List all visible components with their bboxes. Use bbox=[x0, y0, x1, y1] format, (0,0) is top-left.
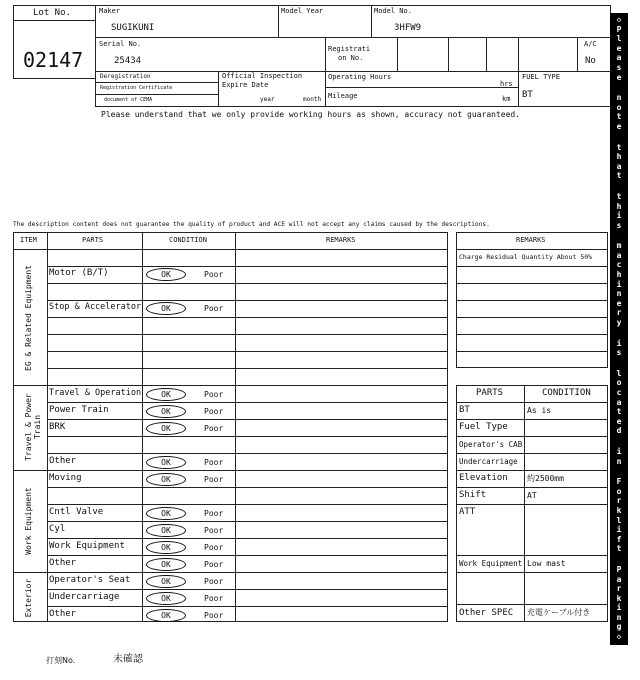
year-label: year bbox=[260, 96, 275, 103]
part-undercarriage: Undercarriage bbox=[49, 592, 120, 602]
ac-label: A/C bbox=[584, 40, 597, 48]
maker-label: Maker bbox=[99, 7, 121, 15]
ok-circle: OK bbox=[146, 507, 186, 520]
poor-label: Poor bbox=[204, 475, 224, 484]
col-condition: CONDITION bbox=[169, 236, 207, 244]
lot-label: Lot No. bbox=[33, 8, 71, 18]
poor-label: Poor bbox=[204, 458, 224, 467]
part-work-equipment: Work Equipment bbox=[49, 541, 125, 551]
maker-value: SUGIKUNI bbox=[111, 23, 155, 33]
spec-condition-header: CONDITION bbox=[542, 388, 591, 398]
lot-number: 02147 bbox=[23, 48, 84, 72]
poor-label: Poor bbox=[204, 543, 224, 552]
ok-circle: OK bbox=[146, 541, 186, 554]
ok-circle: OK bbox=[146, 592, 186, 605]
ok-circle: OK bbox=[146, 473, 186, 486]
ok-circle: OK bbox=[146, 388, 186, 401]
stamp-no-value: 未確認 bbox=[113, 654, 143, 665]
spec-cond: 約2500mm bbox=[527, 474, 564, 483]
part-moving: Moving bbox=[49, 473, 82, 483]
fuel-type-value: BT bbox=[522, 90, 533, 100]
part-cntl-valve: Cntl Valve bbox=[49, 507, 104, 517]
km-label: km bbox=[502, 95, 511, 103]
hrs-label: hrs bbox=[500, 80, 513, 88]
poor-label: Poor bbox=[204, 390, 224, 399]
inspection-label-2: Expire Date bbox=[222, 81, 269, 89]
ok-circle: OK bbox=[146, 268, 186, 281]
remarks-panel-header: REMARKS bbox=[516, 236, 546, 244]
stamp-no-label: 打刻No. bbox=[46, 656, 76, 665]
spec-part: Elevation bbox=[459, 473, 508, 483]
spec-cond: AT bbox=[527, 491, 537, 500]
spec-part: Other SPEC bbox=[459, 608, 514, 618]
registration-label-1: Registrati bbox=[328, 45, 371, 53]
group-work: Work Equipment bbox=[24, 487, 33, 555]
spec-part: Undercarriage bbox=[459, 457, 518, 466]
poor-label: Poor bbox=[204, 407, 224, 416]
part-power-train: Power Train bbox=[49, 405, 109, 415]
serial-label: Serial No. bbox=[99, 40, 142, 48]
spec-part: ATT bbox=[459, 507, 476, 517]
part-brk: BRK bbox=[49, 422, 66, 432]
inspection-table bbox=[13, 232, 448, 622]
month-label: month bbox=[303, 96, 322, 103]
poor-label: Poor bbox=[204, 594, 224, 603]
col-parts: PARTS bbox=[82, 236, 104, 244]
spec-cond: 充電ケーブル付き bbox=[527, 608, 591, 617]
group-travel-2: Train bbox=[33, 414, 42, 440]
location-note-sidebar bbox=[610, 13, 628, 645]
model-year-label: Model Year bbox=[281, 7, 324, 15]
ok-circle: OK bbox=[146, 524, 186, 537]
mileage-label: Mileage bbox=[328, 92, 358, 100]
spec-parts-header: PARTS bbox=[476, 388, 504, 398]
col-remarks: REMARKS bbox=[326, 236, 356, 244]
ok-circle: OK bbox=[146, 558, 186, 571]
fuel-type-label: FUEL TYPE bbox=[522, 73, 560, 81]
model-no-value: 3HFW9 bbox=[394, 23, 422, 33]
remarks-line-1: Charge Residual Quantity About 50% bbox=[459, 253, 593, 261]
serial-value: 25434 bbox=[114, 56, 142, 66]
poor-label: Poor bbox=[204, 424, 224, 433]
ok-circle: OK bbox=[146, 575, 186, 588]
group-exterior: Exterior bbox=[24, 578, 33, 618]
poor-label: Poor bbox=[204, 577, 224, 586]
part-other-2: Other bbox=[49, 558, 77, 568]
spec-part: Operator's CAB bbox=[459, 440, 523, 449]
spec-part: Fuel Type bbox=[459, 422, 508, 432]
dereg-label: Deregistration bbox=[100, 73, 151, 80]
ok-circle: OK bbox=[146, 405, 186, 418]
part-motor: Motor (B/T) bbox=[49, 268, 109, 278]
group-eg: EG & Related Equipment bbox=[24, 265, 33, 371]
working-hours-note: Please understand that we only provide working hours as shown, accuracy not guaranteed. bbox=[101, 110, 521, 119]
spec-part: Shift bbox=[459, 490, 487, 500]
spec-part: BT bbox=[459, 405, 470, 415]
operating-hours-label: Operating Hours bbox=[328, 73, 392, 81]
disclaimer: The description content does not guarantee the quality of product and ACE will not accept any claims caused by the descriptions. bbox=[13, 221, 490, 228]
poor-label: Poor bbox=[204, 560, 224, 569]
ok-circle: OK bbox=[146, 422, 186, 435]
part-operators-seat: Operator's Seat bbox=[49, 575, 131, 585]
part-other-3: Other bbox=[49, 609, 77, 619]
group-travel-1: Travel & Power bbox=[24, 393, 33, 461]
spec-cond: Low mast bbox=[527, 559, 566, 568]
sidebar-text: ◇ P l e a s e n o t e t h a t t h i s m a c h i n e r y i s l o c a t e d i n F o r k l i f t P a r k i n g ◇ bbox=[616, 15, 622, 642]
ok-circle: OK bbox=[146, 302, 186, 315]
spec-part: Work Equipment bbox=[459, 559, 523, 568]
poor-label: Poor bbox=[204, 611, 224, 620]
spec-cond: As is bbox=[527, 406, 552, 415]
registration-label-2: on No. bbox=[338, 54, 364, 62]
dereg-doc: document of CEMA bbox=[104, 97, 153, 103]
poor-label: Poor bbox=[204, 304, 224, 313]
part-travel-op: Travel & Operation bbox=[49, 388, 142, 398]
part-stop: Stop & Accelerator bbox=[49, 302, 142, 312]
col-item: ITEM bbox=[20, 236, 37, 244]
poor-label: Poor bbox=[204, 270, 224, 279]
part-other-1: Other bbox=[49, 456, 77, 466]
poor-label: Poor bbox=[204, 526, 224, 535]
ac-value: No bbox=[585, 56, 596, 66]
ok-circle: OK bbox=[146, 609, 186, 622]
poor-label: Poor bbox=[204, 509, 224, 518]
dereg-cert: Registration Certificate bbox=[100, 85, 173, 91]
inspection-label-1: Official Inspection bbox=[222, 72, 303, 80]
part-cyl: Cyl bbox=[49, 524, 66, 534]
model-no-label: Model No. bbox=[374, 7, 412, 15]
ok-circle: OK bbox=[146, 456, 186, 469]
